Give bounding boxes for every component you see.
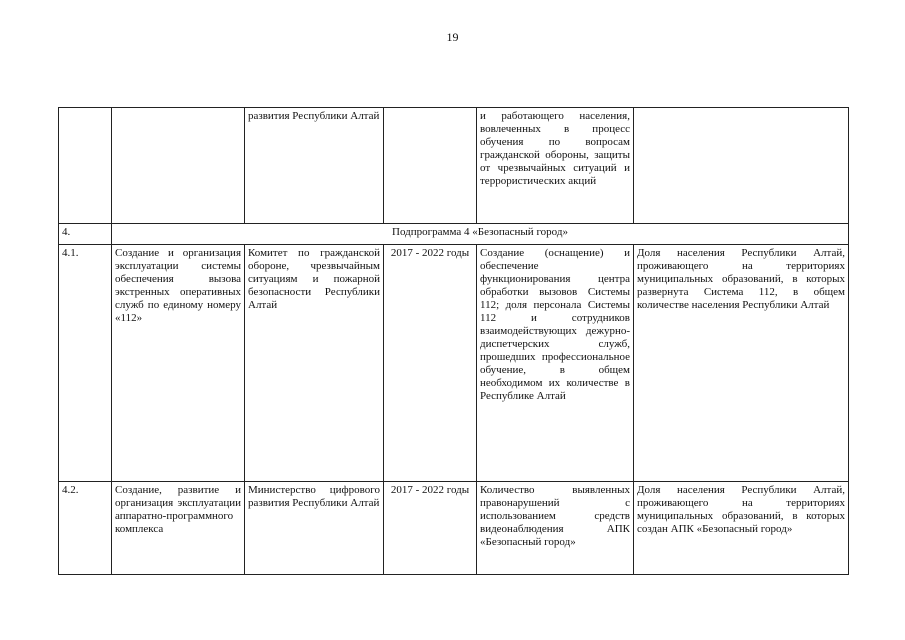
cell-executor: Министерство цифрового развития Республики Алтай [245, 482, 384, 575]
cell-executor: Комитет по гражданской обороне, чрезвычайным ситуациям и пожарной безопасности Республики Алтай [245, 245, 384, 482]
table-row-section [59, 224, 849, 245]
section-title: Подпрограмма 4 «Безопасный город» [112, 224, 849, 245]
cell-num: 4.1. [59, 245, 112, 482]
cell-num: 4.2. [59, 482, 112, 575]
page-number: 19 [446, 30, 459, 44]
cell-indicator: и работающего населения, вовлеченных в процесс обучения по вопросам гражданской обороны, защиты от чрезвычайных ситуаций и террористических акций [477, 108, 634, 224]
cell-event [112, 108, 245, 224]
cell-event: Создание, развитие и организация эксплуатации аппаратно-программного комплекса [112, 482, 245, 575]
cell-executor: развития Республики Алтай [245, 108, 384, 224]
cell-indicator: Количество выявленных правонарушений с использованием средств видеонаблюдения АПК «Безопасный город» [477, 482, 634, 575]
cell-period: 2017 - 2022 годы [384, 482, 477, 575]
table-row [59, 245, 849, 482]
cell-result: Доля населения Республики Алтай, проживающего на территориях муниципальных образований, в которых развернута Система 112, в общем количестве населения Республики Алтай [634, 245, 849, 482]
table-row-continuation [59, 108, 849, 224]
cell-num [59, 108, 112, 224]
cell-result: Доля населения Республики Алтай, проживающего на территориях муниципальных образований, в которых создан АПК «Безопасный город» [634, 482, 849, 575]
cell-result [634, 108, 849, 224]
cell-period [384, 108, 477, 224]
table-row [59, 482, 849, 575]
program-table [58, 107, 849, 575]
cell-event: Создание и организация эксплуатации системы обеспечения вызова экстренных оперативных служб по единому номеру «112» [112, 245, 245, 482]
section-num: 4. [59, 224, 112, 245]
cell-period: 2017 - 2022 годы [384, 245, 477, 482]
cell-indicator: Создание (оснащение) и обеспечение функционирования центра обработки вызовов Системы 112; доля персонала Системы 112 и сотрудников взаимодействующих дежурно-диспетчерских служб, прошедших профессиональное обучение, в общем необходимом их количестве в Республике Алтай [477, 245, 634, 482]
